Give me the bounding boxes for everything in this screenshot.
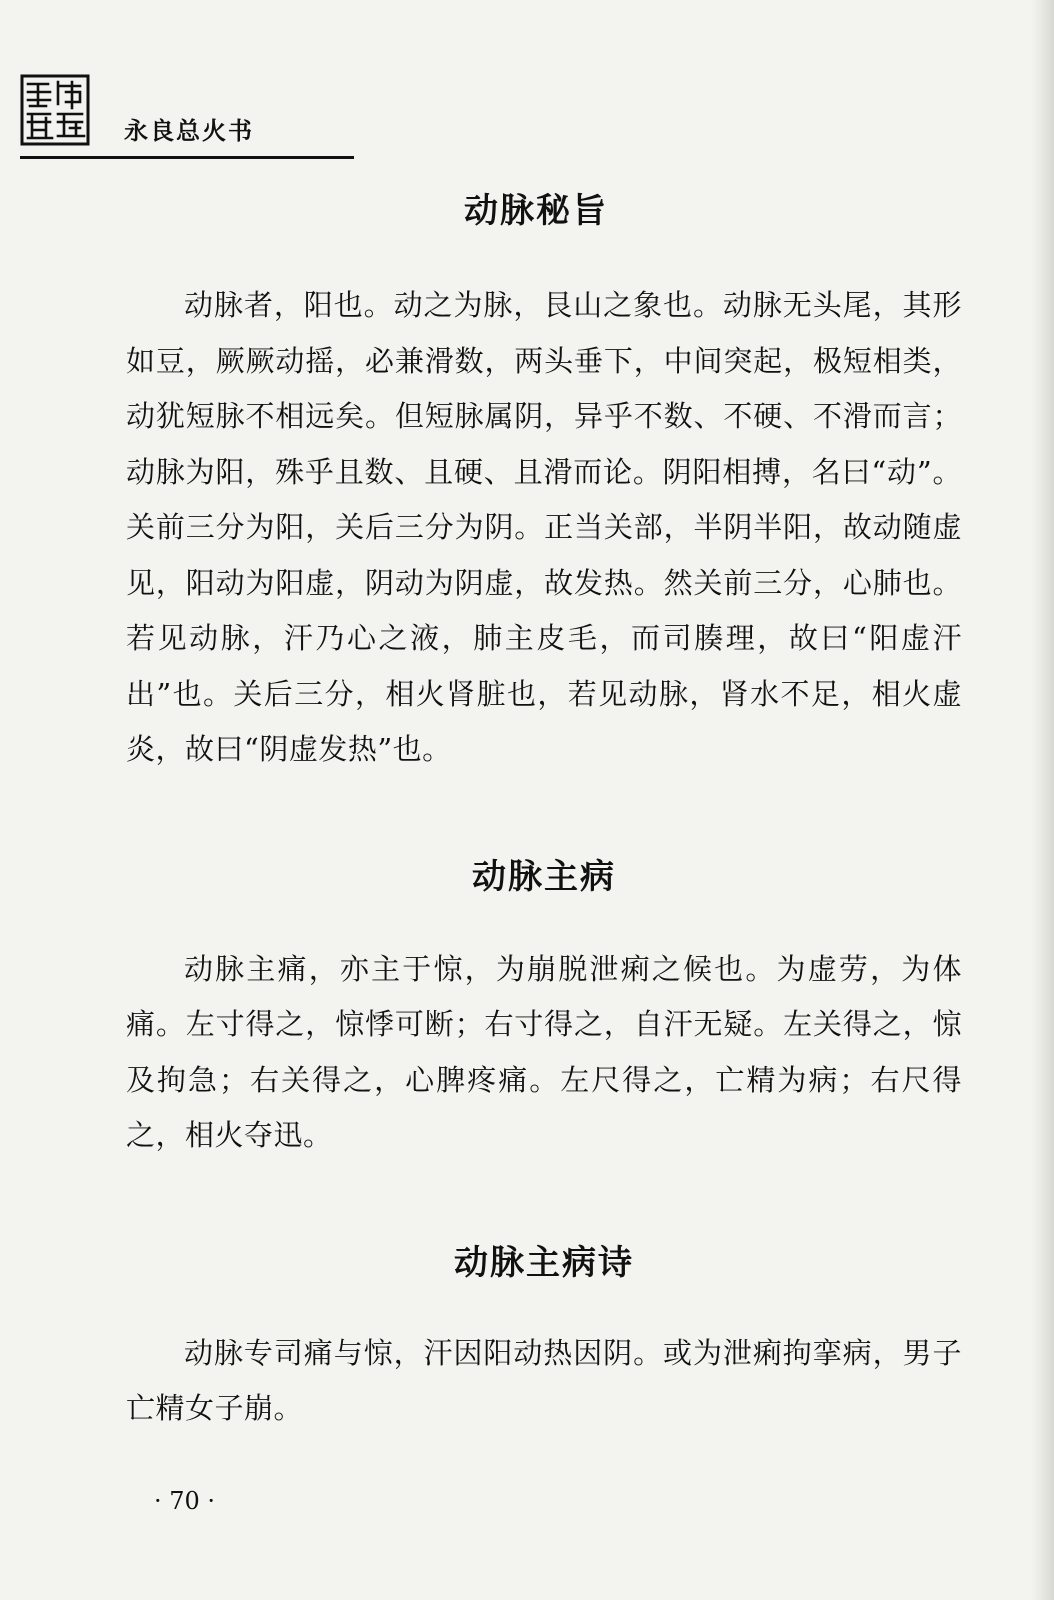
running-title: 永良总火书	[124, 117, 254, 145]
section-body: 动脉者，阳也。动之为脉，艮山之象也。动脉无头尾，其形如豆，厥厥动摇，必兼滑数，两头垂下，中间突起，极短相类，动犹短脉不相远矣。但短脉属阴，异乎不数、不硬、不滑而言；动脉为阳，殊乎且数、且硬、且滑而论。阴阳相搏，名曰“动”。关前三分为阳，关后三分为阴。正当关部，半阴半阳，故动随虚见，阳动为阳虚，阴动为阴虚，故发热。然关前三分，心肺也。若见动脉，汗乃心之液，肺主皮毛，而司腠理，故曰“阳虚汗出”也。关后三分，相火肾脏也，若见动脉，肾水不足，相火虚炎，故曰“阴虚发热”也。	[126, 288, 962, 766]
section-pulse-essentials	[126, 182, 962, 778]
section-body: 动脉主痛，亦主于惊，为崩脱泄痢之候也。为虚劳，为体痛。左寸得之，惊悸可断；右寸得之，自汗无疑。左关得之，惊及拘急；右关得之，心脾疼痛。左尺得之，亡精为病；右尺得之，相火夺迅。	[126, 951, 962, 1152]
section-pulse-diseases	[126, 848, 962, 1164]
seal-stamp-icon	[20, 74, 90, 146]
section-body: 动脉专司痛与惊，汗因阳动热因阴。或为泄痢拘挛病，男子亡精女子崩。	[126, 1335, 962, 1425]
section-title: 动脉主病	[472, 856, 616, 897]
page-number: · 70 ·	[154, 1487, 216, 1515]
section-title: 动脉主病诗	[454, 1242, 634, 1283]
scan-edge-shadow	[1032, 0, 1054, 1600]
section-title: 动脉秘旨	[464, 191, 608, 231]
section-pulse-diseases-poem	[126, 1234, 962, 1437]
page-header	[20, 74, 354, 160]
header-rule	[20, 156, 354, 159]
page-content	[126, 182, 962, 1437]
